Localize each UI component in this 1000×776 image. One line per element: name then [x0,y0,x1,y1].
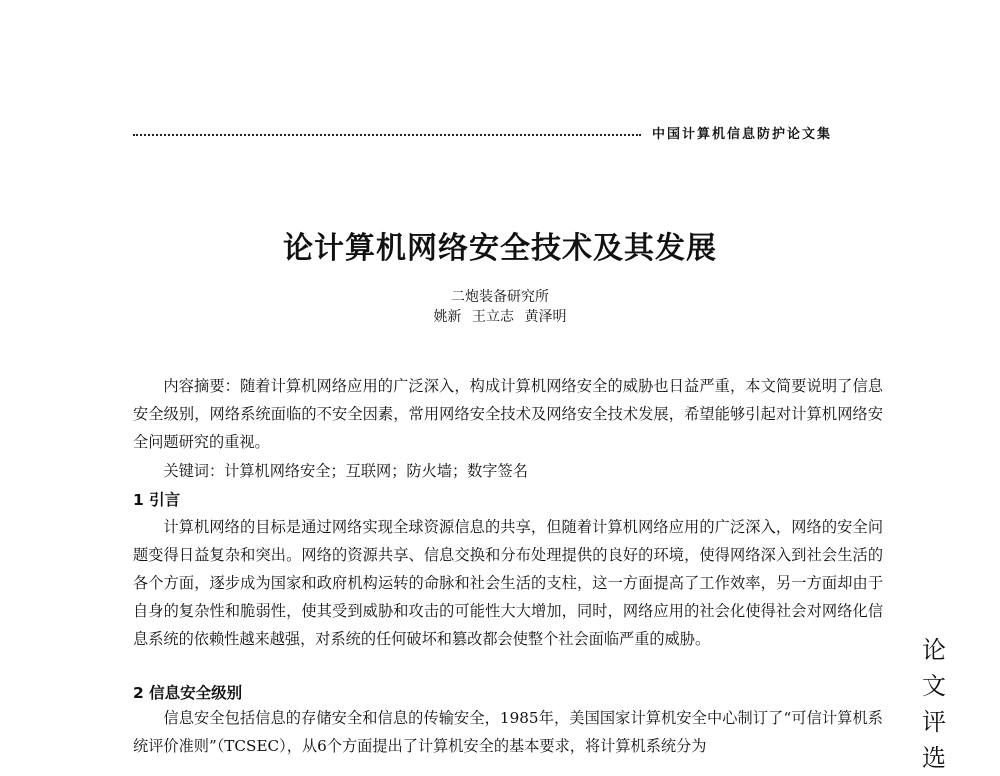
side-label-char: 评 [922,708,946,736]
header-dotted-rule [133,134,641,136]
running-header: 中国计算机信息防护论文集 [652,127,833,142]
section-heading-security-levels: 2 信息安全级别 [133,684,243,702]
paper-title: 论计算机网络安全技术及其发展 [283,231,717,266]
abstract-paragraph: 内容摘要：随着计算机网络应用的广泛深入，构成计算机网络安全的威胁也日益严重，本文简要说明了信息安全级别，网络系统面临的不安全因素，常用网络安全技术及网络安全技术发展，希望能够引起对计算机网络安全问题研究的重视。 [133,377,883,451]
side-label-char: 论 [922,636,946,664]
side-label-char: 文 [922,672,946,700]
section-body-security-levels: 信息安全包括信息的存储安全和信息的传输安全，1985年，美国国家计算机安全中心制订了“可信计算机系统评价准则”（TCSEC），从6个方面提出了计算机安全的基本要求，将计算机系统分为 [133,709,883,755]
keywords-line: 关键词：计算机网络安全；互联网；防火墙；数字签名 [163,462,528,480]
side-label-char: 选 [922,744,946,772]
author-names: 姚新 王立志 黄泽明 [433,309,567,325]
section-heading-introduction: 1 引言 [133,491,181,509]
section-body-introduction: 计算机网络的目标是通过网络实现全球资源信息的共享，但随着计算机网络应用的广泛深入，网络的安全问题变得日益复杂和突出。网络的资源共享、信息交换和分布处理提供的良好的环境，使得网络深入到社会生活的各个方面，逐步成为国家和政府机构运转的命脉和社会生活的支柱，这一方面提高了工作效率，另一方面却由于自身的复杂性和脆弱性，使其受到威胁和攻击的可能性大大增加，同时，网络应用的社会化使得社会对网络化信息系统的依赖性越来越强，对系统的任何破坏和篡改都会使整个社会面临严重的威胁。 [133,518,883,648]
author-affiliation: 二炮装备研究所 [451,289,549,305]
side-category-label [918,632,950,776]
